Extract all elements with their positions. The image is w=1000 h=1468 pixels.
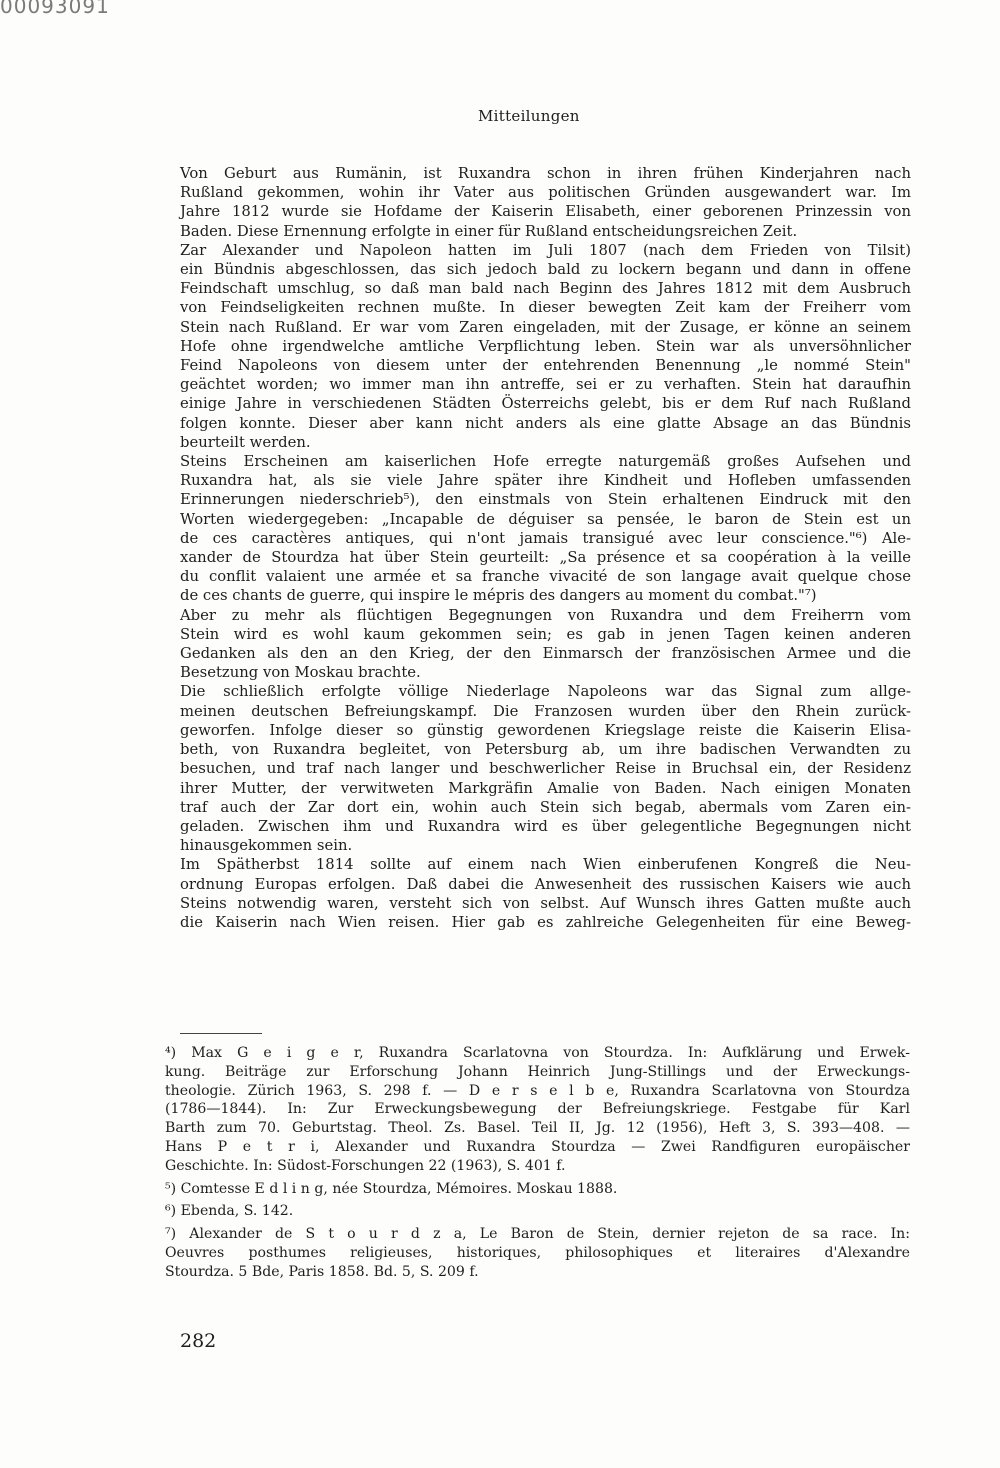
footnote-line: Barth zum 70. Geburtstag. Theol. Zs. Basel. Teil II, Jg. 12 (1956), Heft 3, S. 393—408. — [165, 1120, 910, 1137]
paragraph-4 [180, 606, 911, 683]
text-line: Gedanken als den an den Krieg, der den Einmarsch der französischen Armee und die [180, 645, 911, 663]
text-line: ein Bündnis abgeschlossen, das sich jedoch bald zu lockern begann und dann in offene [180, 261, 911, 279]
footnote-line: kung. Beiträge zur Erforschung Johann Heinrich Jung-Stillings und der Erweckungs- [165, 1063, 910, 1080]
text-line: die Kaiserin nach Wien reisen. Hier gab es zahlreiche Gelegenheiten für eine Beweg- [180, 913, 911, 931]
footnotes [165, 1044, 910, 1286]
text-line: folgen konnte. Dieser aber kann nicht anders als eine glatte Absage an das Bündnis [180, 414, 911, 432]
text-line: Steins notwendig waren, versteht sich von selbst. Auf Wunsch ihres Gatten mußte auch [180, 894, 911, 912]
text-line: Stein nach Rußland. Er war vom Zaren eingeladen, mit der Zusage, er könne an seinem [180, 318, 911, 336]
paragraph-6 [180, 855, 911, 932]
paragraph-1 [180, 164, 911, 241]
text-line: Stein wird es wohl kaum gekommen sein; es gab in jenen Tagen keinen anderen [180, 625, 911, 643]
text-line: geächtet worden; wo immer man ihn antreffe, sei er zu verhaften. Stein hat daraufhin [180, 376, 911, 394]
text-line: Baden. Diese Ernennung erfolgte in einer für Rußland entscheidungsreichen Zeit. [180, 222, 798, 240]
paragraph-2 [180, 241, 911, 452]
text-line: de ces caractères antiques, qui n'ont jamais transigué avec leur conscience."⁶) Ale- [180, 529, 911, 547]
text-line: du conflit valaient une armée et sa franche vivacité de son langage avait quelque chose [180, 568, 911, 586]
text-line: hinausgekommen sein. [180, 837, 353, 855]
text-line: Rußland gekommen, wohin ihr Vater aus politischen Gründen ausgewandert war. Im [180, 184, 911, 202]
text-line: besuchen, und traf nach langer und beschwerlicher Reise in Bruchsal ein, der Residenz [180, 760, 911, 778]
page-number: 282 [180, 1330, 217, 1352]
text-line: Im Spätherbst 1814 sollte auf einem nach Wien einberufenen Kongreß die Neu- [180, 856, 911, 874]
text-line: geworfen. Infolge dieser so günstig gewordenen Kriegslage reiste die Kaiserin Elisa- [180, 721, 911, 739]
footnote-6 [165, 1202, 910, 1221]
text-line: Von Geburt aus Rumänin, ist Ruxandra schon in ihren frühen Kinderjahren nach [180, 165, 911, 182]
text-line: Erinnerungen niederschrieb⁵), den einstmals von Stein erhaltenen Eindruck mit den [180, 491, 911, 509]
text-line: beurteilt werden. [180, 433, 311, 451]
text-line: geladen. Zwischen ihm und Ruxandra wird es über gelegentliche Begegnungen nicht [180, 817, 911, 835]
text-line: Feind Napoleons von diesem unter der entehrenden Benennung „le nommé Stein" [180, 357, 911, 375]
text-line: ordnung Europas erfolgen. Daß dabei die Anwesenheit des russischen Kaisers wie auch [180, 875, 911, 893]
text-line: Hofe ohne irgendwelche amtliche Verpflichtung leben. Stein war als unversöhnlicher [180, 337, 911, 355]
footnote-line: Hans P e t r i, Alexander und Ruxandra Stourdza — Zwei Randfiguren europäischer [165, 1138, 910, 1155]
footnote-line: (1786—1844). In: Zur Erweckungsbewegung der Befreiungskriege. Festgabe für Karl [165, 1101, 910, 1118]
footnote-line: ⁴) Max G e i g e r, Ruxandra Scarlatovna von Stourdza. In: Aufklärung und Erwek- [165, 1045, 910, 1061]
paragraph-5 [180, 682, 911, 855]
text-line: ihrer Mutter, der verwitweten Markgräfin Amalie von Baden. Nach einigen Monaten [180, 779, 911, 797]
text-line: traf auch der Zar dort ein, wohin auch Stein sich begab, abermals vom Zaren ein- [180, 798, 911, 816]
text-line: Ruxandra hat, als sie viele Jahre später ihre Kindheit und Hofleben umfassenden [180, 472, 911, 490]
footnote-line: theologie. Zürich 1963, S. 298 f. — D e r s e l b e, Ruxandra Scarlatovna von Stourdza [165, 1082, 910, 1099]
text-line: xander de Stourdza hat über Stein geurteilt: „Sa présence et sa coopération à la veille [180, 549, 911, 567]
text-line: beth, von Ruxandra begleitet, von Petersburg ab, um ihre badischen Verwandten zu [180, 741, 911, 759]
footnote-line: ⁵) Comtesse E d l i n g, née Stourdza, Mémoires. Moskau 1888. [165, 1180, 618, 1197]
footnote-line: ⁶) Ebenda, S. 142. [165, 1203, 294, 1220]
footnote-line: Stourdza. 5 Bde, Paris 1858. Bd. 5, S. 209 f. [165, 1263, 479, 1280]
paragraph-3 [180, 452, 911, 606]
footnote-line: Geschichte. In: Südost-Forschungen 22 (1963), S. 401 f. [165, 1157, 566, 1174]
text-line: Feindschaft umschlug, so daß man bald nach Beginn des Jahres 1812 mit dem Ausbruch [180, 280, 911, 298]
running-header: Mitteilungen [478, 107, 580, 125]
archive-stamp-number: 00093091 [0, 0, 110, 18]
text-line: Zar Alexander und Napoleon hatten im Juli 1807 (nach dem Frieden von Tilsit) [180, 241, 911, 259]
text-line: einige Jahre in verschiedenen Städten Österreichs gelebt, bis er dem Ruf nach Rußland [180, 395, 911, 413]
text-line: Die schließlich erfolgte völlige Niederlage Napoleons war das Signal zum allge- [180, 683, 911, 701]
footnote-separator [180, 1033, 262, 1034]
footnote-line: ⁷) Alexander de S t o u r d z a, Le Baron de Stein, dernier rejeton de sa race. In: [165, 1226, 910, 1243]
footnote-line: Oeuvres posthumes religieuses, historiques, philosophiques et literaires d'Alexandre [165, 1244, 910, 1261]
text-line: Besetzung von Moskau brachte. [180, 664, 421, 682]
text-line: meinen deutschen Befreiungskampf. Die Franzosen wurden über den Rhein zurück- [180, 702, 911, 720]
text-line: von Feindseligkeiten rechnen mußte. In dieser bewegten Zeit kam der Freiherr vom [180, 299, 911, 317]
text-line: de ces chants de guerre, qui inspire le mépris des dangers au moment du combat."⁷) [180, 587, 817, 605]
body-text [180, 164, 911, 932]
text-line: Worten wiedergegeben: „Incapable de déguiser sa pensée, le baron de Stein est un [180, 510, 911, 528]
text-line: Jahre 1812 wurde sie Hofdame der Kaiserin Elisabeth, einer geborenen Prinzessin von [180, 203, 911, 221]
footnote-4 [165, 1044, 910, 1176]
footnote-7 [165, 1225, 910, 1281]
text-line: Aber zu mehr als flüchtigen Begegnungen von Ruxandra und dem Freiherrn vom [180, 606, 911, 624]
footnote-5 [165, 1180, 910, 1199]
text-line: Steins Erscheinen am kaiserlichen Hofe erregte naturgemäß großes Aufsehen und [180, 453, 911, 471]
